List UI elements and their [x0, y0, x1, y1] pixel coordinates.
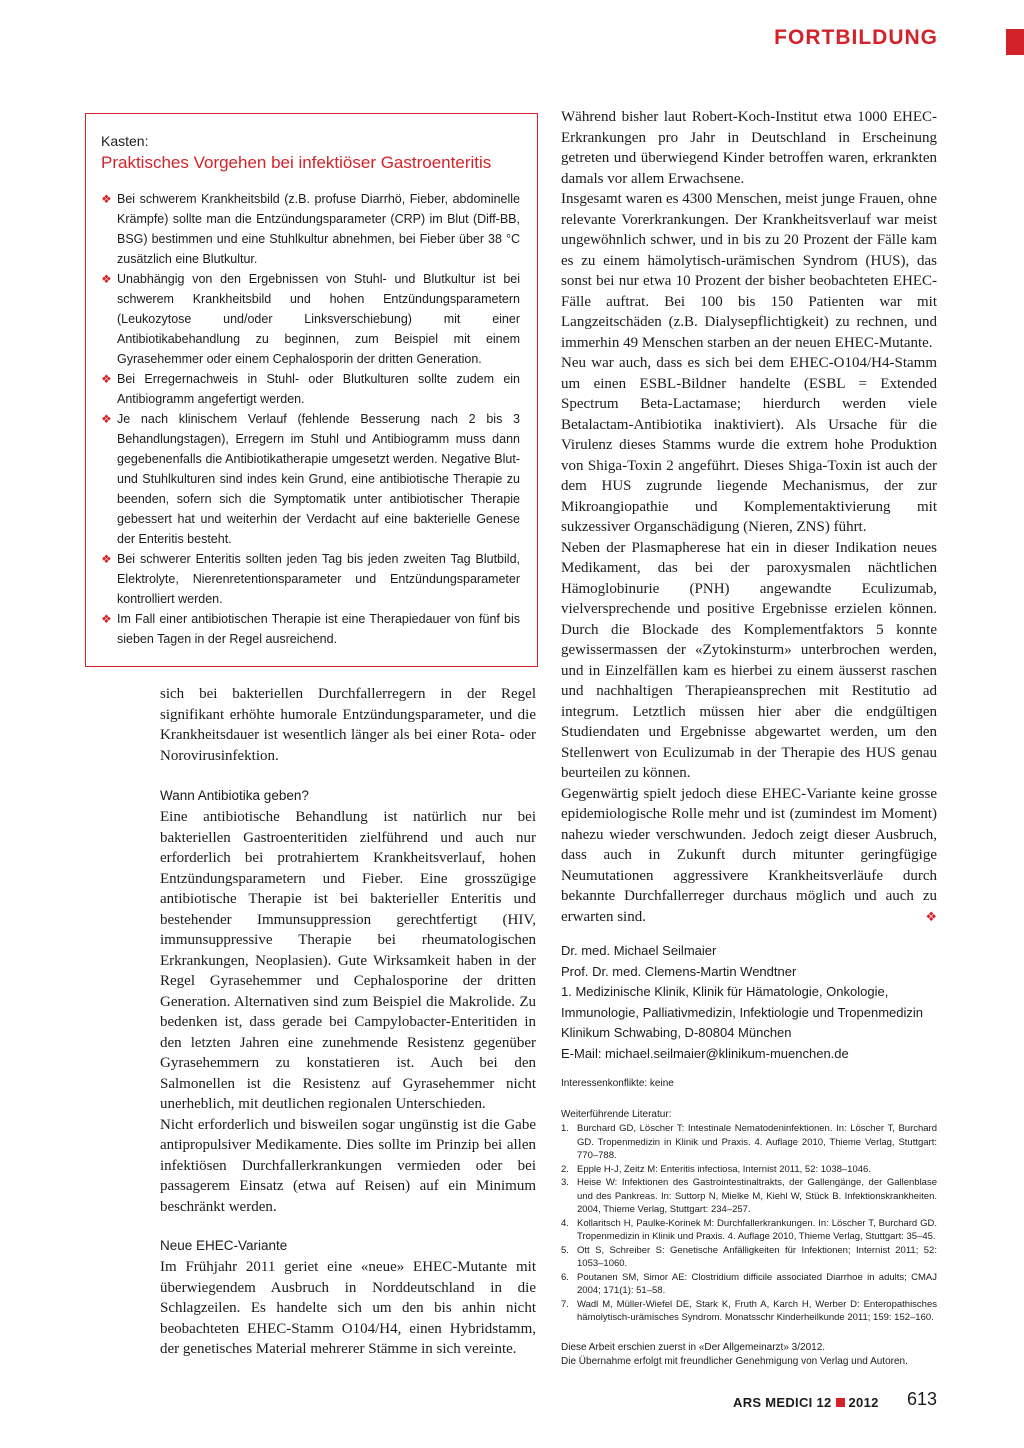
reference-number: 5. — [561, 1244, 569, 1256]
box-list-item-text: Im Fall einer antibiotischen Therapie ist eine Therapiedauer von fünf bis sieben Tagen in der Regel ausreichend. — [117, 612, 520, 646]
box-list-item-text: Unabhängig von den Ergebnissen von Stuhl- und Blutkultur ist bei schwerem Krankheitsbild und hohen Entzündungsparametern (Leukozytose und/oder Linksverschiebung) mit einer Antibiotikabehandlung zu beginnen, zum Beispiel mit einem Gyrasehemmer oder einem Cephalosporin der dritten Generation. — [117, 272, 520, 366]
reference-number: 7. — [561, 1298, 569, 1310]
box-list-item-text: Je nach klinischem Verlauf (fehlende Besserung nach 2 bis 3 Behandlungstagen), Erregern im Stuhl und Antibiogramm muss dann gegebenenfalls die Antibiotikatherapie umgesetzt werden. Negative Blut- und Stuhlkulturen sind indes kein Grund, eine antibiotische Therapie zu beenden, sofern sich die Symptomatik unter antibiotischer Therapie gebessert hat und weiterhin der Verdacht auf eine bakterielle Genese der Enteritis besteht. — [117, 412, 520, 546]
reference-text: Kollaritsch H, Paulke-Korinek M: Durchfallerkrankungen. In: Löscher T, Burchard GD. Tropenmedizin in Klinik und Praxis. 4. Auflage 2010, Thieme Verlag, Stuttgart: 35–45. — [577, 1217, 937, 1242]
box-list-item — [101, 549, 520, 609]
reference-text: Poutanen SM, Simor AE: Clostridium difficile associated Diarrhoe in adults; CMAJ 2004; 171(1): 51–58. — [577, 1271, 937, 1296]
section-marker — [1006, 29, 1024, 55]
journal-footer — [733, 1395, 879, 1410]
paragraph-text: Gegenwärtig spielt jedoch diese EHEC-Variante keine grosse epidemiologische Rolle mehr und ist (zumindest im Moment) nahezu wieder verschwunden. Jedoch zeigt dieser Ausbruch, dass auch in Zukunft durch mitunter geringfügige Neumutationen aggressivere Krankheitsverläufe durch bekannte Durchfallerreger durchaus möglich und auch zu erwarten sind. — [561, 785, 937, 925]
reference-item — [561, 1217, 937, 1244]
reference-item — [561, 1163, 937, 1177]
author-block — [561, 941, 937, 1064]
paragraph: Im Frühjahr 2011 geriet eine «neue» EHEC-Mutante mit überwiegendem Ausbruch in Norddeutschland in die Schlagzeilen. Es handelte sich um den bis anhin nicht beobachteten EHEC-Stamm O104/H4, einen Hybridstamm, der genetisches Material mehrerer Stämme in sich vereinte. — [160, 1259, 536, 1357]
affiliation-line: 1. Medizinische Klinik, Klinik für Hämatologie, Onkologie, — [561, 984, 889, 999]
paragraph: Insgesamt waren es 4300 Menschen, meist junge Frauen, ohne relevante Vorerkrankungen. Der Krankheitsverlauf war meist ungewöhnlich schwer, und in bis zu 20 Prozent der Fälle kam es zu einem hämolytisch-urämischen Syndrom (HUS), das sonst bei nur etwa 10 Prozent der bisher beobachteten EHEC-Fälle auftrat. Bei 100 bis 150 Patienten war mit Langzeitschäden (z.B. Dialysepflichtigkeit) zu rechnen, und immerhin 49 Menschen starben an der neuen EHEC-Mutante. — [561, 191, 937, 351]
reference-text: Ott S, Schreiber S: Genetische Anfälligkeiten für Infektionen; Internist 2011; 52: 1053–1060. — [577, 1244, 937, 1269]
left-column — [160, 684, 536, 1360]
reference-text: Heise W: Infektionen des Gastrointestinaltrakts, der Gallengänge, der Gallenblase und des Pankreas. In: Suttorp N, Mielke M, Kiehl W, Stück B. Infektionskrankheiten. 2004, Thieme Verlag, Stuttgart: 234–257. — [577, 1177, 937, 1215]
reference-list — [561, 1122, 937, 1325]
source-note — [561, 1341, 937, 1369]
reference-item — [561, 1271, 937, 1298]
paragraph-with-end-mark — [561, 784, 937, 928]
box-list-item — [101, 409, 520, 549]
paragraph: sich bei bakteriellen Durchfallerregern in der Regel signifikant erhöhte humorale Entzündungsparameter, und die Krankheitsdauer ist wesentlich länger als bei einer Rota- oder Norovirusinfektion. — [160, 686, 536, 764]
box-list-item-text: Bei schwerer Enteritis sollten jeden Tag bis jeden zweiten Tag Blutbild, Elektrolyte, Nierenretentionsparameter und Entzündungsparameter kontrolliert werden. — [117, 552, 520, 606]
subheading: Wann Antibiotika geben? — [160, 788, 309, 803]
reference-item — [561, 1176, 937, 1217]
diamond-bullet-icon: ❖ — [101, 612, 112, 626]
literature-heading: Weiterführende Literatur: — [561, 1109, 672, 1120]
box-list — [101, 189, 520, 649]
footer-square-icon — [836, 1398, 845, 1407]
box-list-item — [101, 369, 520, 409]
paragraph: Neu war auch, dass es sich bei dem EHEC-O104/H4-Stamm um einen ESBL-Bildner handelte (ESBL = Extended Spectrum Beta-Lactamase; hierdurch werden viele Betalactam-Antibiotika inaktiviert). Als Ursache für die Virulenz dieses Stamms wurde die extrem hohe Produktion von Shiga-Toxin 2 angeführt. Dieses Shiga-Toxin ist auch der dem HUS zugrunde liegende Mechanismus, der zur Mikroangiopathie und Komplementaktivierung mit sukzessiver Organschädigung (Nieren, ZNS) führt. — [561, 355, 937, 535]
box-list-item-text: Bei Erregernachweis in Stuhl- oder Blutkulturen sollte zudem ein Antibiogramm angefertigt werden. — [117, 372, 520, 406]
box-list-item-text: Bei schwerem Krankheitsbild (z.B. profuse Diarrhö, Fieber, abdominelle Krämpfe) sollte man die Entzündungsparameter (CRP) im Blut (Diff-BB, BSG) bestimmen und eine Stuhlkultur abnehmen, bei Fieber über 38 °C zusätzlich eine Blutkultur. — [117, 192, 520, 266]
email-line: E-Mail: michael.seilmaier@klinikum-muenchen.de — [561, 1045, 849, 1061]
author-line: Prof. Dr. med. Clemens-Martin Wendtner — [561, 963, 797, 979]
conflicts-note: Interessenkonflikte: keine — [561, 1078, 674, 1089]
reference-text: Wadl M, Müller-Wiefel DE, Stark K, Fruth A, Karch H, Werber D: Enteropathisches hämolytisch-urämisches Syndrom. Monatsschr Kinderheilkunde 2011; 159: 152–160. — [577, 1298, 937, 1323]
paragraph: Nicht erforderlich und bisweilen sogar ungünstig ist die Gabe antipropulsiver Medikamente. Dies sollte im Prinzip bei allen infektiösen Durchfallerkrankungen vermieden oder bei passagerem Einsatz (etwa auf Reisen) auf ein Minimum beschränkt werden. — [160, 1116, 536, 1215]
subheading: Neue EHEC-Variante — [160, 1238, 288, 1253]
box-list-item — [101, 189, 520, 269]
right-column — [561, 107, 937, 1369]
info-box — [85, 113, 538, 667]
paragraph: Eine antibiotische Behandlung ist natürlich nur bei bakteriellen Gastroenteritiden zielführend und auch nur erforderlich bei protrahiertem Krankheitsverlauf, hohen Entzündungsparametern und Fieber. Eine grosszügige antibiotische Therapie ist bei bakterieller Enteritis und bestehender Immunsuppression gerechtfertigt (HIV, immunsuppressive Therapie bei rheumatologischen Erkrankungen, Neoplasien). Gute Wirksamkeit haben in der Regel Gyrasehemmer und Cephalosporine der dritten Generation. Alternativen sind zum Beispiel die Makrolide. Zu bedenken ist, dass gerade bei Campylobacter-Enteritiden in den letzten Jahren eine zunehmende Resistenz gegenüber Gyrasehemmern zu konstatieren ist. Auch bei den Salmonellen ist die Resistenz auf Gyrasehemmer nicht unerheblich, mit deutlichen regionalen Unterschieden. — [160, 809, 536, 1112]
reference-item — [561, 1122, 937, 1163]
end-mark-icon: ❖ — [925, 908, 937, 924]
paragraph: Neben der Plasmapherese hat ein in dieser Indikation neues Medikament, das bei der paroxysmalen nächtlichen Hämoglobinurie (PNH) angewandte Eculizumab, vielversprechende und positive Ergebnisse erzielen können. Durch die Blockade des Komplementfaktors 5 konnte gewissermassen der «Zytokinsturm» unterbrochen werden, und in Einzelfällen kam es hierbei zu einem äusserst raschen und nachhaltigen Therapieansprechen mit Restitutio ad integrum. Letztlich müssen hier aber die endgültigen Studiendaten und Ergebnisse abgewartet werden, um den Stellenwert von Eculizumab in der Therapie des HUS genau beurteilen zu können. — [561, 539, 937, 781]
source-note-line: Die Übernahme erfolgt mit freundlicher Genehmigung von Verlag und Autoren. — [561, 1355, 908, 1367]
box-list-item — [101, 609, 520, 649]
box-list-item — [101, 269, 520, 369]
reference-number: 2. — [561, 1163, 569, 1175]
diamond-bullet-icon: ❖ — [101, 192, 112, 206]
reference-number: 3. — [561, 1177, 569, 1188]
diamond-bullet-icon: ❖ — [101, 412, 112, 426]
journal-name: ARS MEDICI 12 — [733, 1395, 832, 1410]
paragraph: Während bisher laut Robert-Koch-Institut etwa 1000 EHEC-Erkrankungen pro Jahr in Deutschland in Erscheinung getreten und überwiegend Kinder betroffen waren, erkrankten damals vor allem Erwachsene. — [561, 109, 937, 187]
reference-number: 1. — [561, 1123, 569, 1134]
page-number: 613 — [907, 1389, 938, 1409]
box-label: Kasten: — [101, 133, 149, 149]
reference-text: Epple H-J, Zeitz M: Enteritis infectiosa, Internist 2011, 52: 1038–1046. — [577, 1163, 871, 1175]
source-note-line: Diese Arbeit erschien zuerst in «Der Allgemeinarzt» 3/2012. — [561, 1341, 826, 1353]
reference-item — [561, 1298, 937, 1325]
diamond-bullet-icon: ❖ — [101, 552, 112, 566]
box-title: Praktisches Vorgehen bei infektiöser Gastroenteritis — [101, 153, 492, 172]
section-label: FORTBILDUNG — [774, 26, 938, 49]
journal-year: 2012 — [848, 1395, 879, 1410]
reference-number: 6. — [561, 1271, 569, 1283]
reference-text: Burchard GD, Löscher T: Intestinale Nematodeninfektionen. In: Löscher T, Burchard GD. Tropenmedizin in Klinik und Praxis. 4. Auflage 2010, Thieme Verlag, Stuttgart: 770–788. — [577, 1123, 937, 1161]
diamond-bullet-icon: ❖ — [101, 272, 112, 286]
diamond-bullet-icon: ❖ — [101, 372, 112, 386]
reference-number: 4. — [561, 1217, 569, 1229]
affiliation-line: Klinikum Schwabing, D-80804 München — [561, 1025, 792, 1040]
author-line: Dr. med. Michael Seilmaier — [561, 943, 717, 958]
affiliation-line: Immunologie, Palliativmedizin, Infektiologie und Tropenmedizin — [561, 1004, 924, 1020]
reference-item — [561, 1244, 937, 1271]
